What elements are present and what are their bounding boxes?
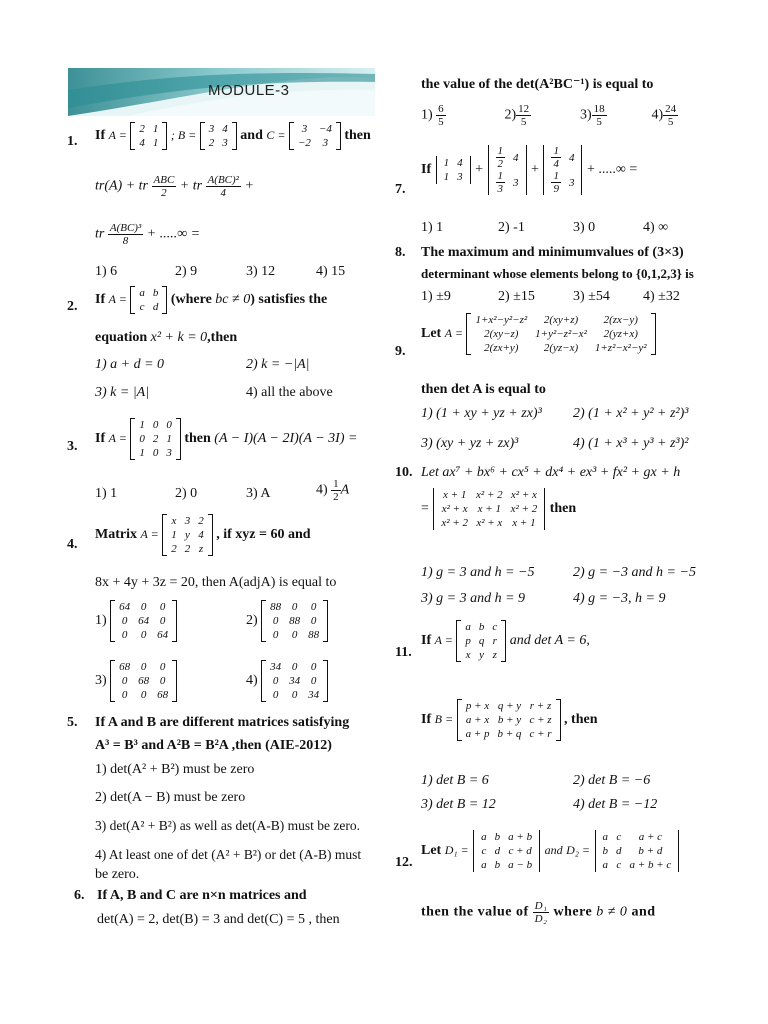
q10-option-1: 1) g = 3 and h = −5	[421, 565, 535, 580]
q1B-cell: 2	[208, 137, 215, 149]
q11m-cell: y	[479, 649, 485, 661]
q4m2-cell: 0	[272, 629, 279, 641]
q4-matrix-word: Matrix	[95, 527, 137, 543]
q1-if: If	[95, 128, 106, 144]
q2-statement	[95, 286, 327, 314]
q4-matrix	[162, 514, 213, 556]
q4m2-cell: 0	[310, 601, 317, 613]
q2m-cell: d	[152, 301, 159, 313]
q11mb-cell: a + x	[465, 714, 490, 726]
q10m-cell: x² + 2	[476, 489, 503, 501]
q4m4-cell: 34	[289, 675, 301, 687]
q4-option-4-matrix	[261, 660, 328, 702]
q4m1-cell: 0	[159, 601, 166, 613]
q7-option-3: 3) 0	[573, 220, 596, 235]
q1-C-label: C =	[266, 128, 286, 143]
q3-if: If	[95, 431, 106, 447]
q8-option-4: 4) ±32	[643, 289, 680, 304]
q12m2-cell: a + c	[638, 831, 663, 843]
q12m1-cell: a	[481, 859, 487, 871]
q4m2-cell: 88	[289, 615, 301, 627]
q3-matrix	[130, 418, 181, 460]
q4m4-cell: 34	[308, 689, 320, 701]
q12-and: and	[544, 843, 563, 858]
q7-option-1: 1) 1	[421, 220, 444, 235]
q4m2-cell: 0	[272, 615, 279, 627]
q4m3-cell: 0	[159, 661, 166, 673]
q7-number: 7.	[395, 182, 406, 197]
q9-matrix	[466, 313, 655, 355]
q4m2-cell: 88	[308, 629, 320, 641]
q12m2-cell: b + d	[638, 845, 663, 857]
q7-tail: + .....∞ =	[586, 162, 638, 178]
q3-option-4-label: 4)	[316, 482, 328, 498]
q7m1-cell: 1	[443, 171, 450, 183]
q11-A-label: A =	[434, 633, 453, 648]
q1C-cell: 3	[322, 137, 329, 149]
q4m-cell: 2	[184, 543, 191, 555]
q12-line2-b: where	[553, 904, 593, 920]
q4m3-cell: 68	[138, 675, 150, 687]
q12m1-cell: c	[481, 845, 487, 857]
q12-det-D1	[472, 830, 541, 872]
q4m4-cell: 0	[310, 661, 317, 673]
q3-option-4-sym: A	[340, 482, 350, 498]
q4m4-cell: 0	[291, 661, 298, 673]
q4m4-cell: 0	[272, 675, 279, 687]
q1-plus2: +	[244, 178, 254, 194]
q11mb-cell: r + z	[529, 700, 552, 712]
q5-line2: A³ = B³ and A²B = B²A ,then (AIE-2012)	[95, 738, 332, 753]
q7-if: If	[421, 162, 432, 178]
q11mb-cell: c + r	[529, 728, 552, 740]
q9m-cell: 1+x²−y²−z²	[475, 314, 528, 326]
q11m-cell: x	[465, 649, 471, 661]
q1B-cell: 4	[222, 123, 228, 135]
q4m1-cell: 0	[121, 615, 128, 627]
q2m-cell: b	[152, 287, 159, 299]
q3-option-3: 3) A	[246, 486, 271, 501]
q7-option-2: 2) -1	[498, 220, 525, 235]
q6-options	[421, 103, 712, 128]
q4m3-cell: 68	[157, 689, 169, 701]
q4m1-cell: 64	[138, 615, 150, 627]
q2m-cell: a	[139, 287, 145, 299]
q11-then: , then	[564, 712, 598, 728]
q12-line2	[421, 900, 656, 925]
q1-option-2: 2) 9	[175, 264, 198, 279]
q1B-cell: 3	[208, 123, 215, 135]
q12-frac: $\frac{\text{D₁}}{\text{D₂}}$	[534, 900, 548, 925]
q10-line1: Let ax⁷ + bx⁶ + cx⁵ + dx⁴ + ex³ + fx² + gx + h	[421, 465, 681, 480]
q4-option-1-label: 1)	[95, 613, 107, 629]
q1-tr: tr	[95, 226, 105, 242]
q9m-cell: 1+y²−z²−x²	[535, 328, 587, 340]
q8-option-1: 1) ±9	[421, 289, 451, 304]
q1-A-label: A =	[108, 128, 127, 143]
q4m1-cell: 0	[159, 615, 166, 627]
q12-det-D2	[594, 830, 681, 872]
q5-option-3: 3) det(A² + B²) as well as det(A-B) must be zero.	[95, 818, 361, 833]
q9m-cell: 2(yz−x)	[543, 342, 579, 354]
q11-option-4: 4) det B = −12	[573, 797, 658, 812]
q9m-cell: 2(zx+y)	[484, 342, 519, 354]
q1-frac3: $\frac{\text{A(BC)³}}{8}$	[109, 222, 142, 247]
q10-statement	[421, 488, 576, 530]
q10m-cell: x + 1	[512, 517, 536, 529]
q12m2-cell: d	[616, 845, 622, 857]
q11-number: 11.	[395, 645, 412, 660]
q1-statement	[95, 122, 371, 150]
q4-option-1-matrix	[110, 600, 177, 642]
q3m-cell: 0	[152, 419, 159, 431]
q12-cond: b ≠ 0	[596, 904, 628, 920]
q3-statement	[95, 418, 357, 460]
q4m4-cell: 0	[310, 675, 317, 687]
q3-then: then	[184, 431, 211, 447]
q11-option-1: 1) det B = 6	[421, 773, 489, 788]
q3m-cell: 0	[152, 447, 159, 459]
q3m-cell: 2	[152, 433, 159, 445]
q12-statement	[421, 830, 680, 872]
q10-det	[432, 488, 546, 530]
q1C-cell: −4	[318, 123, 332, 135]
q8-number: 8.	[395, 245, 406, 260]
q4m3-cell: 0	[121, 675, 128, 687]
q4-option-2	[246, 600, 328, 642]
q11-matrix-B	[457, 699, 561, 741]
q9m-cell: 2(xy+z)	[543, 314, 579, 326]
q4m1-cell: 64	[119, 601, 131, 613]
q4-number: 4.	[67, 537, 78, 552]
q12m1-cell: d	[494, 845, 501, 857]
q11m-cell: p	[465, 635, 471, 647]
q4m2-cell: 0	[310, 615, 317, 627]
q1-number: 1.	[67, 134, 78, 149]
q4-option-3	[95, 660, 177, 702]
module-title: MODULE-3	[208, 82, 290, 99]
q7m1-cell: 3	[457, 171, 463, 183]
q10m-cell: x² + x	[510, 489, 537, 501]
q11m-cell: c	[492, 621, 498, 633]
q12m1-cell: c + d	[508, 845, 532, 857]
q12m1-cell: b	[494, 859, 501, 871]
q12m1-cell: a	[481, 831, 487, 843]
q9m-cell: 2(xy−z)	[484, 328, 519, 340]
q9-let: Let	[421, 326, 442, 342]
q4m3-cell: 0	[121, 689, 128, 701]
q12-D2-label: D₂ =	[566, 843, 591, 858]
q2-if: If	[95, 292, 106, 308]
q1A-cell: 1	[152, 137, 159, 149]
q4m1-cell: 64	[157, 629, 169, 641]
q1-series-line1	[95, 174, 254, 199]
q3m-cell: 0	[139, 433, 145, 445]
q12m1-cell: b	[494, 831, 501, 843]
q6-option-3: 3) $\frac{18}{5}$	[580, 103, 605, 128]
q3-option-4-frac: $\frac{1}{2}$	[333, 478, 339, 503]
q8-option-2: 2) ±15	[498, 289, 535, 304]
q4-option-1	[95, 600, 177, 642]
q4-option-2-label: 2)	[246, 613, 258, 629]
q11mb-cell: p + x	[465, 700, 490, 712]
q10m-cell: x² + x	[441, 503, 468, 515]
q1-B-label: ; B =	[170, 128, 197, 143]
q10m-cell: x + 1	[443, 489, 467, 501]
q4-statement	[95, 514, 311, 556]
q1C-cell: −2	[297, 137, 311, 149]
q4m-cell: 4	[198, 529, 204, 541]
q4-A-label: A =	[140, 527, 159, 542]
q4m3-cell: 0	[159, 675, 166, 687]
q2m-cell: c	[139, 301, 145, 313]
q12m2-cell: a + b + c	[629, 859, 672, 871]
q9m-cell: 2(yz+x)	[603, 328, 638, 340]
q4m1-cell: 0	[121, 629, 128, 641]
q9-A-label: A =	[444, 326, 463, 341]
q11-statement	[421, 620, 590, 662]
q8-option-3: 3) ±54	[573, 289, 610, 304]
q3-number: 3.	[67, 439, 78, 454]
q11-cond: and det A = 6,	[509, 633, 590, 649]
q9-line2: then det A is equal to	[421, 382, 546, 397]
q1-tr-A: tr(A) + tr	[95, 178, 148, 194]
q10-eq: =	[421, 501, 429, 517]
q10-option-4: 4) g = −3, h = 9	[573, 591, 666, 606]
q3m-cell: 0	[166, 419, 172, 431]
q7-option-4: 4) ∞	[643, 220, 669, 235]
q4-option-3-matrix	[110, 660, 177, 702]
q4m-cell: 3	[184, 515, 191, 527]
q1-and: and	[240, 128, 263, 144]
q2-A-label: A =	[108, 292, 127, 307]
q2-rest: ) satisfies the	[250, 292, 328, 308]
q11mb-cell: c + z	[529, 714, 552, 726]
q1-matrix-C	[289, 122, 341, 150]
q1B-cell: 3	[222, 137, 228, 149]
q1-matrix-A	[130, 122, 167, 150]
q4m3-cell: 0	[140, 689, 147, 701]
q11-B-label: B =	[434, 712, 454, 727]
q10m-cell: x² + 2	[510, 503, 538, 515]
q9m-cell: 2(zx−y)	[603, 314, 638, 326]
q7-det-3: $\frac{1}{4}$ 4 $\frac{1}{9}$ 3	[542, 145, 583, 195]
q4-line2: 8x + 4y + 3z = 20, then A(adjA) is equal to	[95, 575, 337, 590]
q12m1-cell: a + b	[508, 831, 533, 843]
q12-D1-label: D₁ =	[444, 843, 469, 858]
q1-plus1: + tr	[179, 178, 203, 194]
q2-eq: x² + k = 0	[150, 330, 208, 345]
q5-number: 5.	[67, 715, 78, 730]
q11-option-3: 3) det B = 12	[421, 797, 496, 812]
q7m1-cell: 4	[457, 157, 463, 169]
q12-line2-c: and	[631, 904, 656, 920]
q6-line1: If A, B and C are n×n matrices and	[97, 888, 307, 903]
q4-option-4-label: 4)	[246, 673, 258, 689]
q4-cond: , if xyz = 60 and	[216, 527, 311, 543]
q2-option-4: 4) all the above	[246, 385, 333, 400]
q11-option-2: 2) det B = −6	[573, 773, 651, 788]
q1-matrix-B	[200, 122, 237, 150]
q8-line2: determinant whose elements belong to {0,1,2,3} is	[421, 266, 694, 281]
q11-if: If	[421, 633, 432, 649]
q11-statement-2	[421, 699, 597, 741]
q11-if2: If	[421, 712, 432, 728]
q2-eq-then: ,then	[207, 330, 238, 345]
q1-option-3: 3) 12	[246, 264, 276, 279]
q12m2-cell: a	[602, 859, 609, 871]
q2-number: 2.	[67, 299, 78, 314]
q4m-cell: x	[171, 515, 177, 527]
q2-cond: bc ≠ 0	[215, 292, 251, 308]
q4m2-cell: 0	[291, 629, 298, 641]
q10-option-3: 3) g = 3 and h = 9	[421, 591, 526, 606]
q9m-cell: 1+z²−x²−y²	[594, 342, 647, 354]
q11mb-cell: a + p	[465, 728, 490, 740]
q5-option-4-cont: be zero.	[95, 867, 140, 882]
q7-statement: If 1 4 1 3 + $\frac{1}{2}$ 4 $\frac{1}{3}$ 3 + $\frac{1}{4}$ 4 $\frac{1}{9}$ 3 + .....∞ =	[421, 145, 638, 195]
q4m4-cell: 34	[270, 661, 282, 673]
q4m-cell: 2	[198, 515, 204, 527]
q3-option-2: 2) 0	[175, 486, 198, 501]
q4-option-3-label: 3)	[95, 673, 107, 689]
q4m2-cell: 0	[291, 601, 298, 613]
q1-ellipsis: + .....∞ =	[146, 226, 201, 242]
q10-number: 10.	[395, 465, 413, 480]
q10-then: then	[549, 501, 577, 517]
q6-option-4: 4) $\frac{24}{5}$	[651, 103, 677, 128]
q9-option-3: 3) (xy + yz + zx)³	[421, 436, 519, 451]
q3-A-label: A =	[108, 431, 127, 446]
q3m-cell: 3	[166, 447, 172, 459]
q10m-cell: x + 1	[477, 503, 501, 515]
q1-frac2: $\frac{\text{A(BC)²}}{4}$	[207, 174, 239, 199]
q2-option-2: 2) k = −|A|	[246, 357, 310, 372]
q12-let: Let	[421, 843, 442, 859]
q12-line2-a: then the value of	[421, 904, 529, 920]
q4m1-cell: 0	[140, 629, 147, 641]
q4m2-cell: 88	[270, 601, 282, 613]
q6-option-1: 1) $\frac{6}{5}$	[421, 103, 444, 128]
q4m4-cell: 0	[272, 689, 279, 701]
q2-option-1: 1) a + d = 0	[95, 357, 165, 372]
q1A-cell: 2	[139, 123, 145, 135]
q11m-cell: q	[478, 635, 485, 647]
q11mb-cell: q + y	[497, 700, 522, 712]
q2-where: (where	[170, 292, 212, 308]
q10-option-2: 2) g = −3 and h = −5	[573, 565, 696, 580]
q4m3-cell: 0	[140, 661, 147, 673]
q9-number: 9.	[395, 344, 406, 359]
q7-det-1	[435, 156, 472, 184]
q12m2-cell: c	[616, 859, 622, 871]
q4m1-cell: 0	[140, 601, 147, 613]
q1-frac1: $\frac{\text{ABC}}{2}$	[153, 174, 175, 199]
q4m-cell: 1	[171, 529, 177, 541]
q6-continuation: the value of the det(A²BC⁻¹) is equal to	[421, 77, 654, 92]
q3-option-4	[316, 478, 349, 503]
q2-matrix	[130, 286, 167, 314]
q1-series-line2	[95, 222, 200, 247]
q10m-cell: x² + 2	[441, 517, 469, 529]
q5-option-4: 4) At least one of det (A² + B²) or det (A-B) must	[95, 847, 362, 862]
q4m-cell: 2	[171, 543, 177, 555]
q7m1-cell: 1	[443, 157, 450, 169]
q1-option-4: 4) 15	[316, 264, 346, 279]
q11m-cell: z	[492, 649, 497, 661]
q5-line1: If A and B are different matrices satisfying	[95, 715, 350, 730]
q9-statement	[421, 313, 656, 355]
q1-option-1: 1) 6	[95, 264, 118, 279]
q12m2-cell: a	[602, 831, 609, 843]
q1A-cell: 1	[152, 123, 159, 135]
q11m-cell: r	[492, 635, 497, 647]
q4m-cell: z	[198, 543, 204, 555]
q11mb-cell: b + q	[497, 728, 522, 740]
q4-option-4	[246, 660, 328, 702]
q1C-cell: 3	[301, 123, 308, 135]
q5-option-2: 2) det(A − B) must be zero	[95, 790, 246, 805]
q2-option-3: 3) k = |A|	[95, 385, 150, 400]
q4-option-2-matrix	[261, 600, 328, 642]
q4m4-cell: 0	[291, 689, 298, 701]
q2-equation	[95, 330, 237, 346]
q9-option-4: 4) (1 + x³ + y³ + z³)²	[573, 436, 689, 451]
q3m-cell: 1	[139, 447, 145, 459]
q10m-cell: x² + x	[476, 517, 503, 529]
q6-line2: det(A) = 2, det(B) = 3 and det(C) = 5 , then	[97, 912, 340, 927]
q3m-cell: 1	[139, 419, 145, 431]
q11-matrix-A	[456, 620, 506, 662]
q6-number: 6.	[74, 888, 85, 903]
q4m3-cell: 68	[119, 661, 131, 673]
q12-number: 12.	[395, 855, 413, 870]
q2-eq-label: equation	[95, 330, 148, 345]
q12m2-cell: b	[602, 845, 609, 857]
q1-then: then	[344, 128, 371, 144]
q11mb-cell: b + y	[497, 714, 522, 726]
q7-det-2: $\frac{1}{2}$ 4 $\frac{1}{3}$ 3	[487, 145, 528, 195]
q11m-cell: b	[478, 621, 485, 633]
q9-option-2: 2) (1 + x² + y² + z²)³	[573, 406, 689, 421]
q3-expr: (A − I)(A − 2I)(A − 3I) =	[214, 431, 358, 447]
q4m-cell: y	[185, 529, 190, 541]
q3-option-1: 1) 1	[95, 486, 118, 501]
q8-line1: The maximum and minimumvalues of (3×3)	[421, 245, 684, 260]
q12m2-cell: c	[616, 831, 622, 843]
q3m-cell: 1	[166, 433, 172, 445]
q1A-cell: 4	[139, 137, 145, 149]
q11m-cell: a	[465, 621, 471, 633]
q5-option-1: 1) det(A² + B²) must be zero	[95, 762, 255, 777]
q6-option-2: 2) $\frac{12}{5}$	[504, 103, 530, 128]
q9-option-1: 1) (1 + xy + yz + zx)³	[421, 406, 542, 421]
q12m1-cell: a − b	[508, 859, 533, 871]
